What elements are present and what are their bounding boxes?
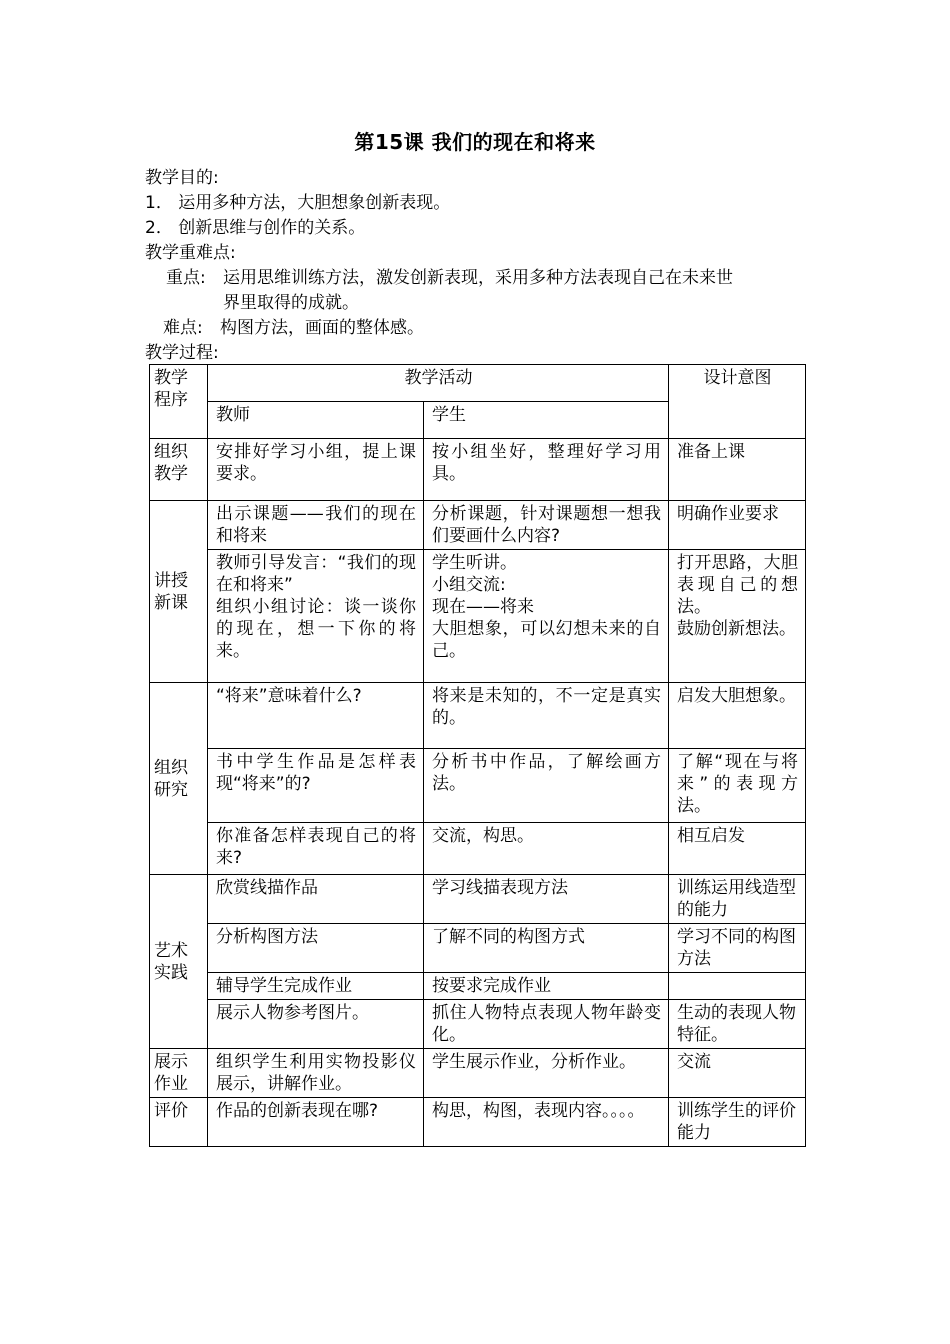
process-heading: 教学过程:: [145, 343, 219, 363]
intent-cell: 启发大胆想象。: [669, 683, 806, 749]
teacher-cell: 展示人物参考图片。: [208, 1000, 424, 1049]
intent-cell: 了解“现在与将来”的表现方法。: [669, 749, 806, 823]
objective-item: 1． 运用多种方法，大胆想象创新表现。: [145, 193, 451, 213]
intent-cell: 准备上课: [669, 439, 806, 501]
teacher-cell: 分析构图方法: [208, 924, 424, 973]
keypoints-heading: 教学重难点:: [145, 243, 236, 263]
section-label: 艺术实践: [150, 875, 208, 1049]
intent-cell: 生动的表现人物特征。: [669, 1000, 806, 1049]
intent-cell: 学习不同的构图方法: [669, 924, 806, 973]
section-label: 组织教学: [150, 439, 208, 501]
difficulty-text: 构图方法，画面的整体感。: [220, 318, 424, 338]
difficulty-label: 难点:: [163, 318, 203, 338]
teacher-cell: 出示课题——我们的现在和将来: [208, 501, 424, 550]
student-cell: 分析课题，针对课题想一想我们要画什么内容?: [424, 501, 669, 550]
teacher-cell: 安排好学习小组，提上课要求。: [208, 439, 424, 501]
intent-cell: 明确作业要求: [669, 501, 806, 550]
section-label: 展示作业: [150, 1049, 208, 1098]
student-cell: 将来是未知的，不一定是真实的。: [424, 683, 669, 749]
page-title: 第15课 我们的现在和将来: [354, 130, 596, 154]
teacher-cell: 欣赏线描作品: [208, 875, 424, 924]
header-student: 学生: [424, 402, 669, 439]
student-cell: 学生展示作业，分析作业。: [424, 1049, 669, 1098]
lesson-process-table: [149, 364, 806, 1147]
intent-cell: 训练运用线造型的能力: [669, 875, 806, 924]
header-activities: 教学活动: [208, 365, 669, 402]
teacher-cell: 你准备怎样表现自己的将来?: [208, 823, 424, 875]
intent-cell: 相互启发: [669, 823, 806, 875]
intent-cell: 交流: [669, 1049, 806, 1098]
section-label: 组织研究: [150, 683, 208, 875]
key-point-label: 重点:: [166, 268, 206, 288]
key-point-text: 运用思维训练方法，激发创新表现，采用多种方法表现自己在未来世: [223, 268, 733, 288]
section-label: 讲授新课: [150, 501, 208, 683]
teacher-cell: 书中学生作品是怎样表现“将来”的?: [208, 749, 424, 823]
objective-item: 2． 创新思维与创作的关系。: [145, 218, 366, 238]
student-cell: 交流，构思。: [424, 823, 669, 875]
student-cell: 按小组坐好，整理好学习用具。: [424, 439, 669, 501]
header-intent: 设计意图: [669, 365, 806, 439]
student-cell: 构思，构图，表现内容。。。。: [424, 1098, 669, 1147]
student-cell: 按要求完成作业: [424, 973, 669, 1000]
teacher-cell: 组织学生利用实物投影仪展示，讲解作业。: [208, 1049, 424, 1098]
teacher-cell: “将来”意味着什么?: [208, 683, 424, 749]
student-cell: 抓住人物特点表现人物年龄变化。: [424, 1000, 669, 1049]
student-cell: 学生听讲。 小组交流: 现在——将来 大胆想象，可以幻想未来的自己。: [424, 550, 669, 683]
objectives-heading: 教学目的:: [145, 168, 219, 188]
student-cell: 分析书中作品，了解绘画方法。: [424, 749, 669, 823]
teacher-cell: 教师引导发言：“我们的现在和将来” 组织小组讨论：谈一谈你的现在，想一下你的将来。: [208, 550, 424, 683]
key-point-text-cont: 界里取得的成就。: [223, 293, 359, 313]
intent-cell: 训练学生的评价能力: [669, 1098, 806, 1147]
intent-cell: [669, 973, 806, 1000]
header-teacher: 教师: [208, 402, 424, 439]
student-cell: 了解不同的构图方式: [424, 924, 669, 973]
teacher-cell: 作品的创新表现在哪?: [208, 1098, 424, 1147]
teacher-cell: 辅导学生完成作业: [208, 973, 424, 1000]
student-cell: 学习线描表现方法: [424, 875, 669, 924]
section-label: 评价: [150, 1098, 208, 1147]
intent-cell: 打开思路，大胆表现自己的想法。 鼓励创新想法。: [669, 550, 806, 683]
header-sequence: 教学程序: [150, 365, 208, 439]
